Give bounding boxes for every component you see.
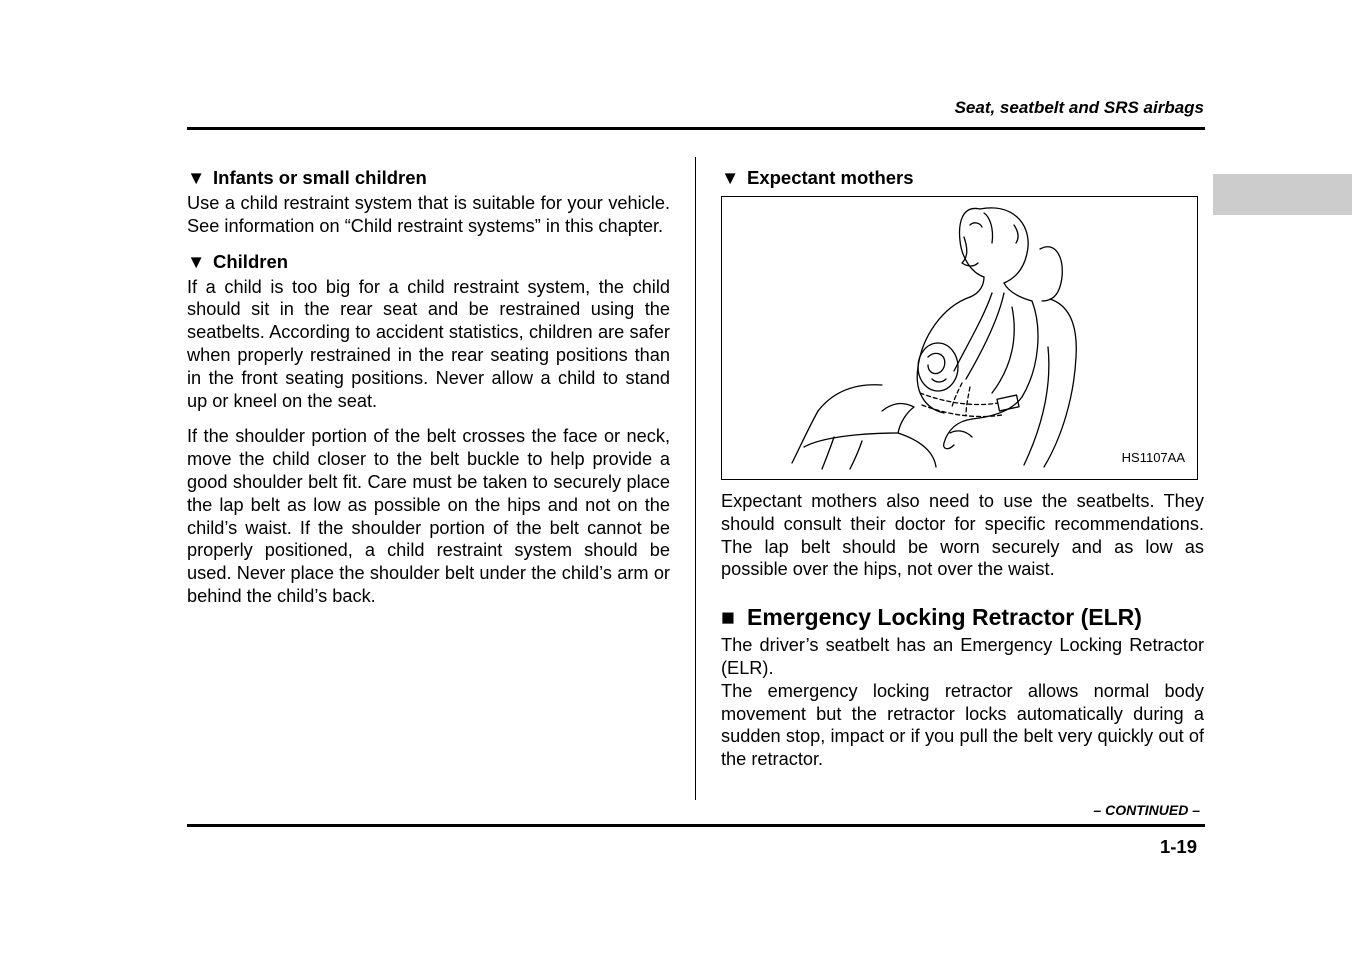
elr-paragraph-2: The emergency locking retractor allows normal body movement but the retractor locks automatically during a sudden stop, impact or if you pull the belt very quickly out of the retractor. (721, 680, 1204, 770)
children-paragraph-1: If a child is too big for a child restraint system, the child should sit in the rear seat and be restrained using the seatbelts. According to accident statistics, children are safer when properly restrained in the rear seating positions than in the front seating positions. Never allow a child to stand up or kneel on the seat. (187, 276, 670, 411)
expectant-mother-figure (721, 196, 1198, 480)
infants-heading-text: Infants or small children (213, 167, 427, 188)
figure-code: HS1107AA (1121, 450, 1185, 466)
left-column (187, 166, 670, 608)
triangle-down-icon: ▼ (187, 250, 206, 272)
expectant-heading-text: Expectant mothers (747, 167, 914, 188)
chapter-title: Seat, seatbelt and SRS airbags (954, 98, 1204, 117)
square-bullet-icon: ■ (721, 604, 735, 631)
pregnant-woman-seatbelt-illustration (722, 197, 1197, 479)
continued-label: – CONTINUED – (1093, 802, 1200, 818)
right-column (721, 166, 1204, 771)
triangle-down-icon: ▼ (187, 167, 206, 188)
header-rule (187, 127, 1205, 130)
children-heading (187, 250, 670, 274)
chapter-thumb-tab (1213, 174, 1352, 215)
elr-heading (721, 603, 1204, 631)
expectant-paragraph: Expectant mothers also need to use the seatbelts. They should consult their doctor for specific recommendations. The lap belt should be worn securely and as low as possible over the hips, not over the waist. (721, 491, 1204, 580)
footer-rule (187, 824, 1205, 827)
elr-paragraph-1: The driver’s seatbelt has an Emergency Locking Retractor (ELR). (721, 635, 1204, 678)
expectant-heading (721, 166, 1204, 190)
infants-paragraph: Use a child restraint system that is suitable for your vehicle. See information on “Child restraint systems” in this chapter. (187, 193, 670, 236)
elr-heading-text: Emergency Locking Retractor (ELR) (747, 604, 1142, 631)
infants-heading (187, 166, 670, 190)
column-divider (695, 157, 696, 800)
triangle-down-icon: ▼ (721, 167, 740, 188)
children-heading-text: Children (213, 250, 289, 272)
children-paragraph-2: If the shoulder portion of the belt crosses the face or neck, move the child closer to the belt buckle to help provide a good shoulder belt fit. Care must be taken to securely place the lap belt as low as possible on the hips and not on the child’s waist. If the shoulder portion of the belt cannot be properly positioned, a child restraint system should be used. Never place the shoulder belt under the child’s arm or behind the child’s back. (187, 426, 670, 606)
page-number: 1-19 (1159, 836, 1197, 857)
